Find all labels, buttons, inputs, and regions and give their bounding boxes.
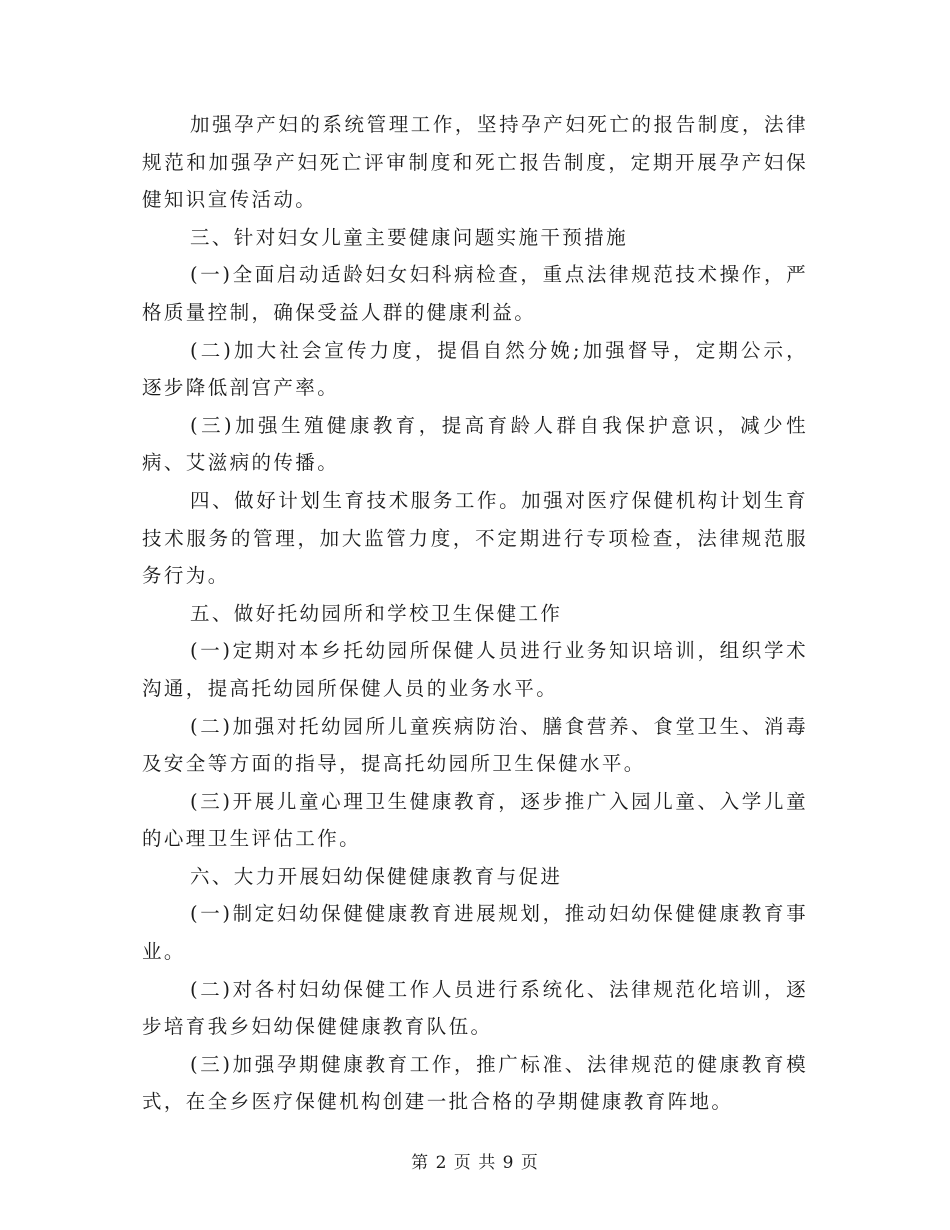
paragraph-6-3: (三)加强孕期健康教育工作，推广标准、法律规范的健康教育模式，在全乡医疗保健机构创建一批合格的孕期健康教育阵地。: [142, 1052, 808, 1114]
paragraph-3-2: (二)加大社会宣传力度，提倡自然分娩;加强督导，定期公示，逐步降低剖宫产率。: [142, 338, 808, 400]
paragraph-5-3: (三)开展儿童心理卫生健康教育，逐步推广入园儿童、入学儿童的心理卫生评估工作。: [142, 789, 808, 851]
heading-section-5: 五、做好托幼园所和学校卫生保健工作: [190, 601, 563, 625]
paragraph-section-4: 四、做好计划生育技术服务工作。加强对医疗保健机构计划生育技术服务的管理，加大监管力度，不定期进行专项检查，法律规范服务行为。: [142, 488, 808, 588]
document-body: [142, 106, 808, 1121]
heading-section-6: 六、大力开展妇幼保健健康教育与促进: [190, 864, 563, 888]
heading-section-3: 三、针对妇女儿童主要健康问题实施干预措施: [190, 225, 629, 249]
paragraph-3-3: (三)加强生殖健康教育，提高育龄人群自我保护意识，减少性病、艾滋病的传播。: [142, 413, 808, 475]
page-footer: [0, 1152, 950, 1174]
page-number-label: 第 2 页 共 9 页: [411, 1153, 539, 1173]
paragraph-5-1: (一)定期对本乡托幼园所保健人员进行业务知识培训，组织学术沟通，提高托幼园所保健人员的业务水平。: [142, 639, 808, 700]
paragraph-6-1: (一)制定妇幼保健健康教育进展规划，推动妇幼保健健康教育事业。: [142, 902, 808, 964]
paragraph-6-2: (二)对各村妇幼保健工作人员进行系统化、法律规范化培训，逐步培育我乡妇幼保健健康教育队伍。: [142, 977, 808, 1039]
paragraph-5-2: (二)加强对托幼园所儿童疾病防治、膳食营养、食堂卫生、消毒及安全等方面的指导，提高托幼园所卫生保健水平。: [142, 714, 808, 776]
paragraph-maternal-management: 加强孕产妇的系统管理工作，坚持孕产妇死亡的报告制度，法律规范和加强孕产妇死亡评审制度和死亡报告制度，定期开展孕产妇保健知识宣传活动。: [142, 113, 808, 212]
paragraph-3-1: (一)全面启动适龄妇女妇科病检查，重点法律规范技术操作，严格质量控制，确保受益人群的健康利益。: [142, 263, 808, 324]
